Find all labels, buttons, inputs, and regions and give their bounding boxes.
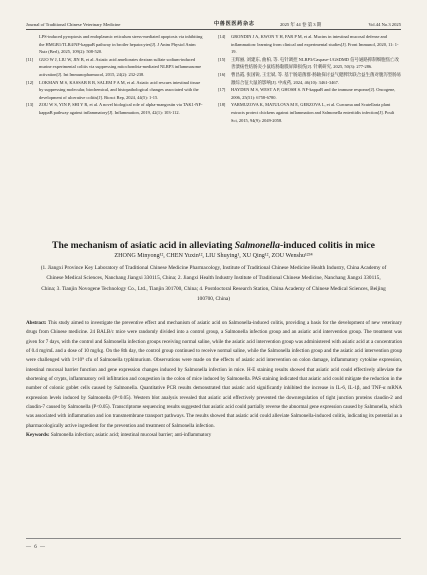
journal-logo-text: 中兽医医药杂志	[214, 21, 255, 27]
reference-item	[26, 56, 204, 79]
reference-text: ZOU W S, YIN P, SHI Y R, et al. A novel biological role of alpha-mangostin via TAK1-NF-kappaB pathway against inflammatory[J]. Inflammation, 2019, 42(1): 103-112.	[39, 102, 203, 115]
abstract-block	[26, 319, 402, 440]
divider-line	[26, 538, 401, 539]
reference-text: LOKMAN M S, KASSAB R B, SALEM F A M, et al. Asiatic acid rescues intestinal tissue by suppressing molecular, biochemical, and histopathological changes associated with the development of ulcerative colitis[J]. Biosci Rep, 2024, 44(5): 1-15.	[39, 79, 201, 100]
reference-item	[26, 101, 204, 116]
keywords-text: Salmonella infection; asiatic acid; intestinal mucosal barrier; anti-inflammatory	[50, 432, 212, 439]
journal-name: Journal of Traditional Chinese Veterinary Medicine	[26, 22, 121, 27]
reference-item	[218, 71, 402, 86]
page-number: — 6 —	[26, 545, 46, 550]
references-left-column	[26, 33, 204, 117]
title-text-end: -induced colitis in mice	[279, 240, 375, 251]
references-right-column	[218, 33, 402, 124]
abstract-text: This study aimed to investigate the preventive effect and mechanism of asiatic acid on Salmonella-induced colitis, providing a basis for the development of new veterinary drugs from Chinese medicine. 24 BALB/c mice were randomly divided into a control group, a Salmonella infection group and an asiatic acid intervention group. The treatment was given for 7 days, with the control and Salmonella infection groups receiving normal saline, while the asiatic acid intervention group was administered with asiatic acid at a concentration of 0.4 mg/mL and a dose of 10 mg/kg. On the 8th day, the control group continued to receive normal saline, while the Salmonella infection group and the asiatic acid intervention group were challenged with 1×10⁹ cfu of Salmonella typhimurium. Observations were made on the effects of asiatic acid intervention on colon damage, inflammatory cytokine expression, intestinal mucosal barrier function and gene expression changes induced by Salmonella infection in mice. H-E staining results showed that asiatic acid could effectively alleviate the shortening of crypts, inflammatory cell infiltration and congestion in the colon of mice induced by Salmonella. PAS staining indicated that asiatic acid could mitigate the reduction in the number of colonic goblet cells caused by Salmonella. Quantitative PCR results demonstrated that asiatic acid significantly inhibited the increase in IL-6, IL-1β, and TNF-α mRNA expression levels induced by Salmonella (P<0.05). Western blot analysis revealed that asiatic acid effectively prevented the downregulation of tight junction proteins claudin-2 and claudin-7 caused by Salmonella (P<0.05). Transcriptome sequencing results suggested that asiatic acid could partially reverse the abnormal gene expression caused by Salmonella, which was associated with inflammation and ion transmembrane transport pathways. The results showed that asiatic acid could alleviate Salmonella-induced colitis, indicating its potential as a pharmacologically active ingredient for the prevention and treatment of Salmonella infection.	[26, 320, 403, 429]
reference-number: [15]	[218, 56, 226, 62]
reference-item	[218, 101, 402, 124]
running-header	[26, 20, 401, 30]
reference-number	[26, 33, 39, 56]
reference-item	[218, 86, 402, 101]
reference-text: YARMUZOVA K, MATULOVA M E, GERZOVA L, et al. Curcuma and Scutellaria plant extracts protect chickens against inflammation and Salmonella enteritidis infection[J]. Poult Sci, 2015, 94(9): 2049-2058.	[231, 102, 395, 123]
reference-item	[218, 56, 402, 71]
reference-number: [14]	[218, 34, 226, 39]
reference-number: [16]	[218, 71, 226, 77]
volume-label: Vol.44 No.3 2025	[368, 22, 401, 27]
keywords-label: Keywords:	[26, 432, 50, 439]
reference-text: GUO W J, LIU W, JIN B, et al. Asiatic acid ameliorates dextran sulfate sodium-induced murine experimental colitis via suppressing mitochondria-mediated NLRP3 inflammasome activation[J]. Int Immunopharmacol, 2015, 24(2): 232-238.	[39, 56, 202, 77]
issue-label: 2025 年 44 卷 第 3 期	[280, 22, 322, 27]
abstract-label: Abstract:	[26, 320, 47, 326]
reference-text: LPS-induced pyroptosis and endoplasmic reticulum stress-mediated apoptosis via inhibiting the HMGB1/TLR4/NF-kappaB pathway in broiler hepatocytes[J]. J Anim Physiol Anim Nutr (Berl), 2025, 109(2): 508-520.	[39, 34, 203, 55]
reference-item	[26, 79, 204, 102]
reference-item	[26, 33, 204, 56]
reference-number: [18]	[218, 102, 226, 108]
title-text-start: The mechanism of asiatic acid in alleviating	[52, 240, 235, 251]
reference-item	[218, 33, 402, 56]
affiliations: (1. Jiangxi Province Key Laboratory of Traditional Chinese Medicine Pharmacology, Institute of Traditional Chinese Medicine Health Industry, China Academy of Chinese Medical Sciences, Nanchang Jiangxi 330115, China; 2. Jiangxi Health Industry Institute of Traditional Chinese Medicine, Nanchang Jiangxi 330115, China; 3. Tianjin Novogene Technology Co., Ltd., Tianjin 301700, China; 4. Postdoctoral Research Station, China Academy of Chinese Medical Sciences, Beijing 100700, China)	[40, 265, 387, 303]
author-list: ZHONG Minyong¹², CHEN Yuxin¹², LIU Shuying¹, XU Qing¹², ZOU Wenshu¹²³⁴	[114, 253, 313, 259]
reference-number: [11]	[26, 56, 34, 62]
reference-number: [13]	[26, 102, 34, 108]
article-title	[0, 239, 427, 252]
footer-divider	[26, 535, 401, 541]
reference-text: GRONDIN J A, KWON Y H, FAR P M, et al. Mucins in intestinal mucosal defense and inflammation: learning from clinical and experimental studies[J]. Front Immunol, 2020, 11: 1-19.	[231, 34, 399, 55]
reference-text: HAYDEN M S, WEST A P, GHOSH S. NF-kappaB and the immune response[J]. Oncogene, 2006, 25(51): 6758-6780.	[231, 87, 396, 100]
reference-number: [17]	[218, 87, 226, 93]
reference-number: [12]	[26, 79, 34, 85]
reference-text: 王辉丽, 刘建东, 曲柏, 等. 屯针调控 NLRP3/Caspase-1/GSDMD 信号通路抑制细胞焦亡改善溃疡性结肠炎小鼠结肠黏膜屏障损伤[J]. 针刺研究, 2025, 50(3): 277-286.	[231, 56, 399, 70]
title-text-italic: Salmonella	[234, 240, 280, 251]
reference-text: 曹昌霞, 张国锐, 王宏斌, 等. 基于肠道菌群-肠轴探讨益气健脾饮联合益生菌对腹泻型肠易激综合征大鼠的影响[J]. 中成药, 2024, 46(10): 3461-3467.	[231, 71, 402, 85]
